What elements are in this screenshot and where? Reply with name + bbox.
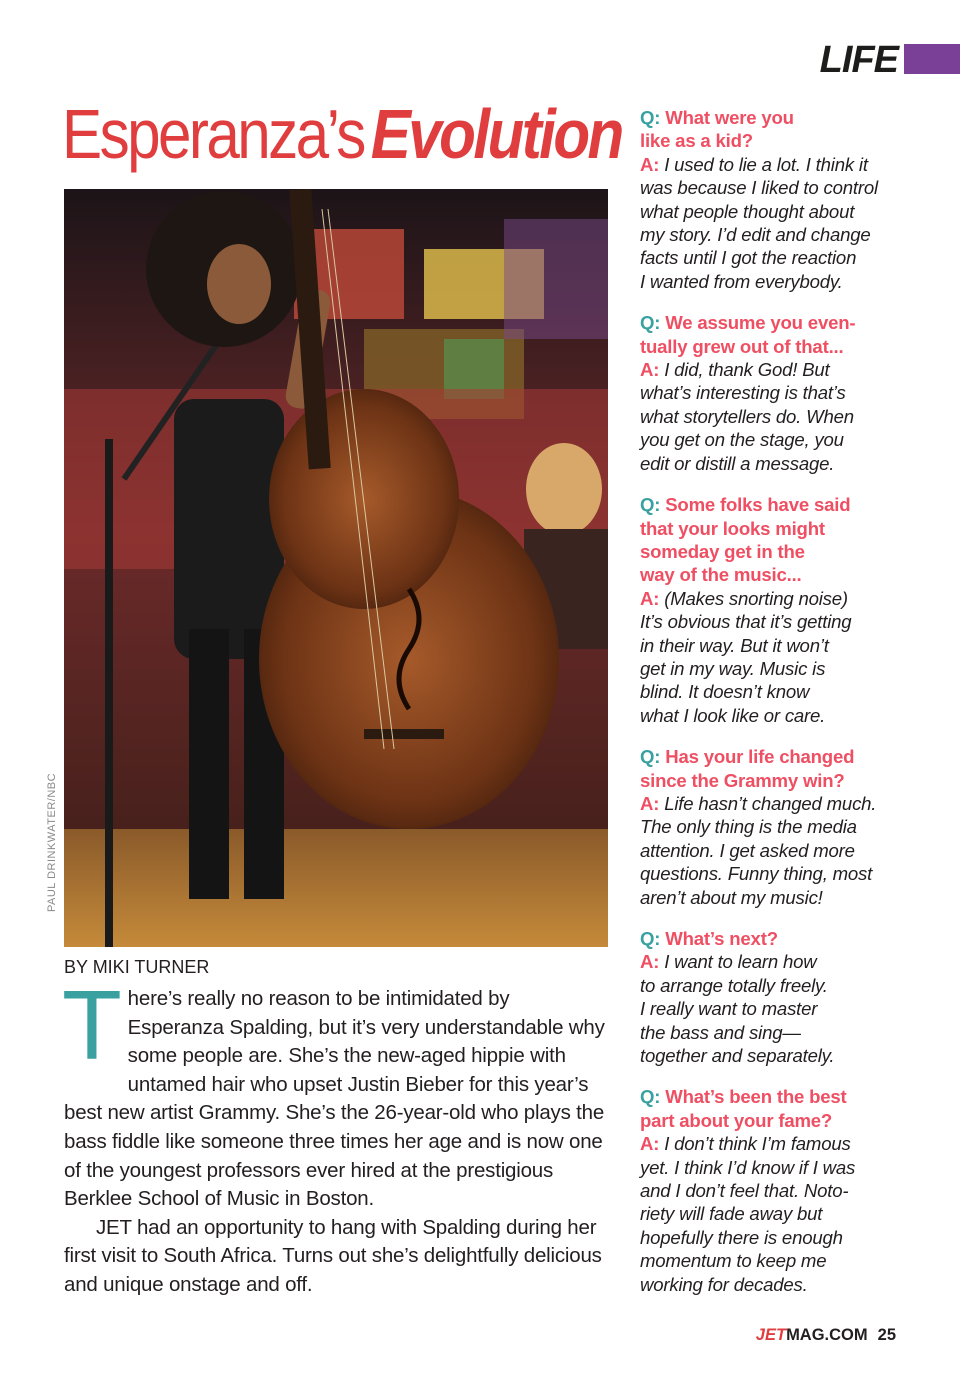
answer-line: get in my way. Music is [640,657,826,679]
question-line: Has your life changed [665,746,855,768]
answer-line: to arrange totally freely. [640,974,828,996]
answer-line: you get on the stage, you [640,429,844,451]
question [640,493,910,587]
feature-photo [64,189,608,947]
answer-line: I really want to master [640,998,818,1020]
question-line: part about your fame? [640,1109,833,1131]
answer-line: (Makes snorting noise) [664,587,848,609]
question-line: that your looks might [640,517,825,539]
answer [640,950,910,1067]
answer [640,1132,910,1296]
page-footer [756,1326,896,1345]
question [640,927,910,950]
answer-line: what I look like or care. [640,704,826,726]
paragraph-2: JET had an opportunity to hang with Spalding during her first visit to South Africa. Turns out she’s delightfully delicious and unique onstage and off. [64,1215,602,1296]
qa-item [640,745,910,909]
answer [640,587,910,727]
answer [640,153,910,293]
photo-credit: PAUL DRINKWATER/NBC [46,772,58,912]
answer-line: momentum to keep me [640,1250,827,1272]
answer-line: riety will fade away but [640,1203,823,1225]
q-prefix: Q: [640,312,661,334]
headline-part-1: Esperanza’s [62,95,364,173]
qa-item [640,311,910,475]
question-line: like as a kid? [640,130,753,152]
qa-column [640,106,910,1314]
question-line: What’s next? [665,928,778,949]
answer-line: It’s obvious that it’s getting [640,611,852,633]
paragraph-1-text: here’s really no reason to be intimidated by Esperanza Spalding, but it’s very understandable why some people are. She’s the new-aged hippie with untamed hair who upset Justin Bieber for this year’s best new artist Grammy. She’s the 26-year-old who plays the bass fiddle like someone three times her age and is now one of the youngest professors ever hired at the prestigious Berklee School of Music in Boston. [64,987,605,1211]
answer-line: what people thought about [640,200,855,222]
answer-line: Life hasn’t changed much. [664,792,877,814]
section-color-bar [904,44,960,74]
brand-name: JET [755,1326,787,1344]
answer-line: in their way. But it won’t [640,634,829,656]
question-line: What’s been the best [665,1086,847,1108]
answer-line: blind. It doesn’t know [640,681,810,703]
answer-line: yet. I think I’d know if I was [640,1156,856,1178]
question [640,311,910,358]
q-prefix: Q: [640,494,661,516]
answer-line: my story. I’d edit and change [640,224,871,246]
answer-line: facts until I got the reaction [640,247,857,269]
a-prefix: A: [640,792,660,814]
headline [62,92,622,176]
answer-line: was because I liked to control [640,177,878,199]
qa-item [640,106,910,293]
answer [640,792,910,909]
qa-item [640,1085,910,1296]
answer-line: I want to learn how [664,951,817,973]
answer-line: hopefully there is enough [640,1226,843,1248]
question-line: since the Grammy win? [640,769,845,791]
answer-line: edit or distill a message. [640,452,835,474]
answer-line: I don’t think I’m famous [664,1133,851,1155]
article-body [62,970,610,1300]
headline-part-2: Evolution [370,95,622,173]
question-line: someday get in the [640,540,805,562]
a-prefix: A: [640,587,660,609]
question-line: What were you [665,107,794,128]
q-prefix: Q: [640,746,661,768]
answer [640,358,910,475]
question-line: Some folks have said [665,494,851,516]
q-prefix: Q: [640,928,661,949]
section-label: LIFE [819,39,898,81]
question [640,745,910,792]
question [640,106,910,153]
question-line: tually grew out of that... [640,335,844,357]
q-prefix: Q: [640,107,661,128]
answer-line: questions. Funny thing, most [640,863,873,885]
answer-line: aren’t about my music! [640,886,823,908]
question [640,1085,910,1132]
answer-line: together and separately. [640,1045,835,1067]
a-prefix: A: [640,359,660,381]
photo-illustration [64,189,608,947]
answer-line: the bass and sing— [640,1021,801,1043]
paragraph-1 [62,970,610,1214]
q-prefix: Q: [640,1086,661,1108]
question-line: We assume you even- [665,312,856,334]
qa-item [640,927,910,1067]
site-domain: MAG.COM [786,1326,868,1344]
drop-cap: T [62,970,122,1080]
answer-line: and I don’t feel that. Noto- [640,1180,849,1202]
answer-line: I did, thank God! But [664,359,830,381]
answer-line: I wanted from everybody. [640,270,843,292]
qa-item [640,493,910,727]
answer-line: I used to lie a lot. I think it [664,153,868,175]
byline: BY MIKI TURNER [64,957,210,977]
answer-line: The only thing is the media [640,816,857,838]
question-line: way of the music... [640,564,802,586]
a-prefix: A: [640,153,660,175]
a-prefix: A: [640,1133,660,1155]
answer-line: what storytellers do. When [640,405,854,427]
a-prefix: A: [640,951,660,973]
page-number: 25 [877,1326,896,1344]
answer-line: what’s interesting is that’s [640,382,846,404]
answer-line: attention. I get asked more [640,839,855,861]
answer-line: working for decades. [640,1273,808,1295]
